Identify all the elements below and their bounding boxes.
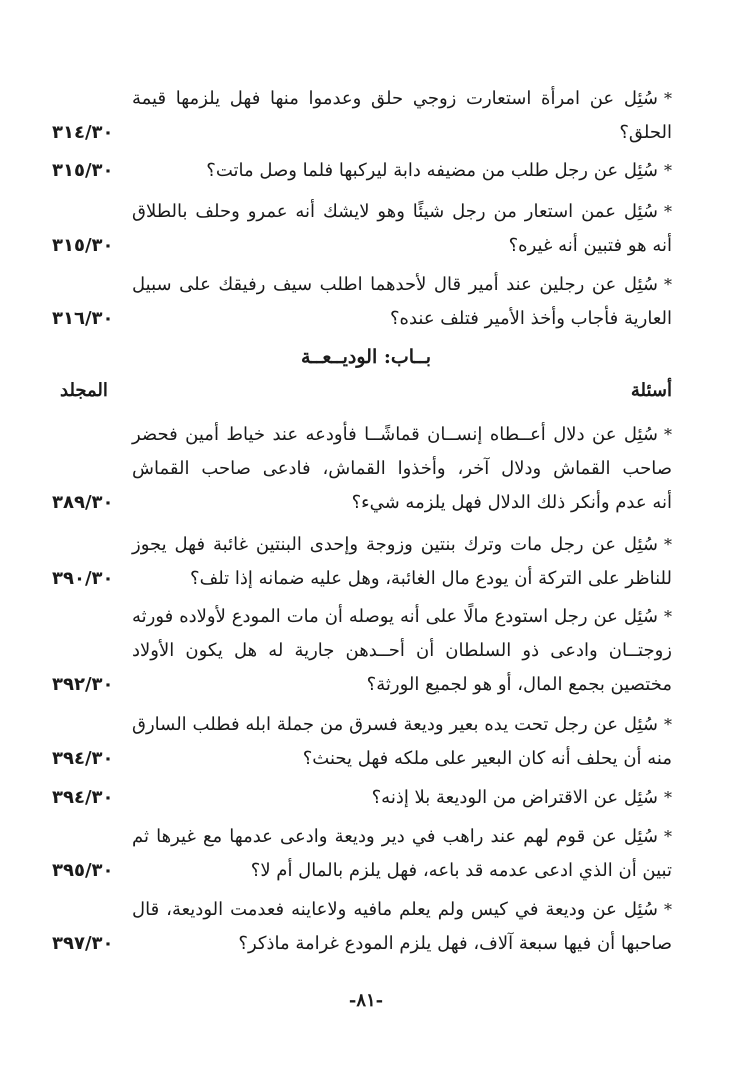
question-line: *سُئِل عن رجلين عند أمير قال لأحدهما اطلب سيف رفيقك على سبيل: [132, 274, 672, 295]
question-line: أنه عدم وأنكر ذلك الدلال فهل يلزمه شيء؟: [351, 492, 672, 513]
asterisk-icon: *: [664, 202, 672, 221]
volume-reference: ٣٩٧/٣٠: [52, 933, 114, 954]
question-line: *سُئِل عن وديعة في كيس ولم يعلم مافيه ولاعاينه فعدمت الوديعة، قال: [132, 899, 672, 920]
asterisk-icon: *: [664, 607, 672, 626]
question-line: زوجتــان وادعى ذو السلطان أن أحــدهن جارية له هل يكون الأولاد: [132, 640, 672, 661]
asterisk-icon: *: [664, 161, 672, 180]
question-line: *سُئِل عن دلال أعــطاه إنســان قماشًــا فأودعه عند خياط أمين فحضر: [132, 424, 672, 445]
volume-column-header: المجلد: [60, 380, 108, 401]
question-line: أنه هو فتبين أنه غيره؟: [508, 235, 672, 256]
volume-reference: ٣٩٤/٣٠: [52, 787, 114, 808]
volume-reference: ٣٨٩/٣٠: [52, 492, 114, 513]
section-heading: بــاب: الوديــعــة: [301, 346, 431, 368]
volume-reference: ٣١٥/٣٠: [52, 235, 114, 256]
question-line: *سُئِل عن رجل تحت يده بعير وديعة فسرق من جملة ابله فطلب السارق: [132, 714, 672, 735]
question-line: تبين أن الذي ادعى عدمه قد باعه، فهل يلزم بالمال أم لا؟: [250, 860, 672, 881]
question-line: *سُئِل عن رجل طلب من مضيفه دابة ليركبها فلما وصل ماتت؟: [206, 160, 672, 181]
asterisk-icon: *: [664, 425, 672, 444]
volume-reference: ٣٩٢/٣٠: [52, 674, 114, 695]
volume-reference: ٣٩٤/٣٠: [52, 748, 114, 769]
asterisk-icon: *: [664, 827, 672, 846]
asterisk-icon: *: [664, 788, 672, 807]
question-line: مختصين بجمع المال، أو هو لجميع الورثة؟: [366, 674, 672, 695]
question-line: *سُئِل عن الاقتراض من الوديعة بلا إذنه؟: [371, 787, 672, 808]
asterisk-icon: *: [664, 535, 672, 554]
question-line: للناظر على التركة أن يودع مال الغائبة، وهل عليه ضمانه إذا تلف؟: [190, 568, 672, 589]
question-line: *سُئِل عمن استعار من رجل شيئًا وهو لايشك أنه عمرو وحلف بالطلاق: [132, 201, 672, 222]
question-line: منه أن يحلف أنه كان البعير على ملكه فهل يحنث؟: [302, 748, 672, 769]
asterisk-icon: *: [664, 900, 672, 919]
volume-reference: ٣١٤/٣٠: [52, 122, 114, 143]
question-line: *سُئِل عن رجل استودع مالًا على أنه يوصله أن مات المودع لأولاده فورثه: [132, 606, 672, 627]
question-line: *سُئِل عن قوم لهم عند راهب في دير وديعة وادعى عدمها مع غيرها ثم: [132, 826, 672, 847]
volume-reference: ٣١٦/٣٠: [52, 308, 114, 329]
questions-column-header: أسئلة: [630, 380, 672, 401]
question-line: صاحبها أن فيها سبعة آلاف، فهل يلزم المودع غرامة ماذكر؟: [238, 933, 672, 954]
question-line: العارية فأجاب وأخذ الأمير فتلف عنده؟: [389, 308, 672, 329]
asterisk-icon: *: [664, 275, 672, 294]
question-line: الحلق؟: [619, 122, 672, 143]
volume-reference: ٣٩٠/٣٠: [52, 568, 114, 589]
question-line: *سُئِل عن امرأة استعارت زوجي حلق وعدموا منها فهل يلزمها قيمة: [132, 88, 672, 109]
page-number: -٨١-: [348, 990, 384, 1011]
volume-reference: ٣١٥/٣٠: [52, 160, 114, 181]
question-line: *سُئِل عن رجل مات وترك بنتين وزوجة وإحدى البنتين غائبة فهل يجوز: [132, 534, 672, 555]
volume-reference: ٣٩٥/٣٠: [52, 860, 114, 881]
asterisk-icon: *: [664, 715, 672, 734]
question-line: صاحب القماش ودلال آخر، وأخذوا القماش، فادعى صاحب القماش: [132, 458, 672, 479]
asterisk-icon: *: [664, 89, 672, 108]
